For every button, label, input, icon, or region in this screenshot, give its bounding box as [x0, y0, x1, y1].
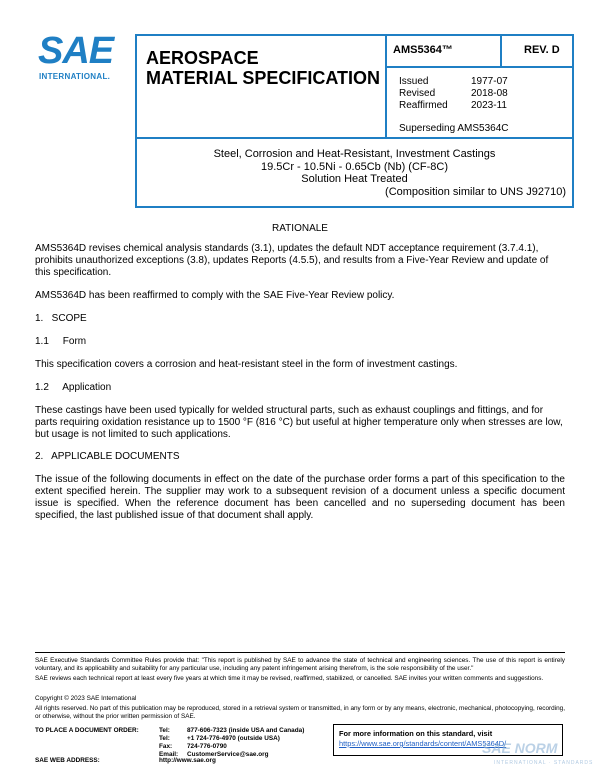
header-divider — [385, 34, 387, 139]
section-heading: 1.2 Application — [35, 382, 112, 393]
rationale-paragraph: AMS5364D has been reaffirmed to comply with the SAE Five-Year Review policy. — [35, 290, 395, 301]
date-table: Issued 1977-07 Revised 2018-08 Reaffirmed 2023-11 — [399, 76, 508, 111]
footer-copyright: Copyright © 2023 SAE International — [35, 695, 137, 702]
section-paragraph: The issue of the following documents in effect on the date of the purchase order forms a part of this specification to the extent specified herein. The supplier may work to a subsequent revision of a document unless a specific document issue is specified. When the reference document has been cancelled and no superseding document has been specified, the last published issue of that document shall apply. — [35, 474, 565, 521]
header-divider — [385, 66, 574, 68]
watermark-subtitle: INTERNATIONAL · STANDARDS — [494, 760, 594, 766]
header-divider — [135, 137, 574, 139]
watermark: SAE NORM — [482, 740, 558, 756]
superseding: Superseding AMS5364C — [399, 123, 509, 134]
section-paragraph: These castings have been used typically for welded structural parts, such as exhaust couplings and fittings, and for parts requiring oxidation resistance up to 1500 °F (816 °C) but useful at higher temperature only when stresses are low, but usage is not limited to such applications. — [35, 405, 563, 440]
rationale-paragraph: AMS5364D revises chemical analysis standards (3.1), updates the default NDT acceptance requirement (3.7.4.1), prohibits unauthorized exceptions (3.8), updates Reports (4.5.5), and results from a Five-Year Review and update of this specification. — [35, 243, 549, 278]
order-contacts: TO PLACE A DOCUMENT ORDER: Tel: 877-606-7323 (inside USA and Canada) Tel: +1 724-776-4970 (outside USA) Fax: 724-776-0790 Email: CustomerService@sae.org — [35, 727, 305, 758]
standard-link[interactable]: https://www.sae.org/standards/content/AMS5364D/ — [339, 739, 507, 748]
footer-rights-text: All rights reserved. No part of this publication may be reproduced, stored in a retrieval system or transmitted, in any form or by any means, electronic, mechanical, photocopying, recording, or otherwise, without the prior written permission of SAE. — [35, 705, 565, 720]
footer-review-text: SAE reviews each technical report at least every five years at which time it may be revised, reaffirmed, stabilized, or cancelled. SAE invites your written comments and suggestions. — [35, 675, 544, 682]
revision: REV. D — [524, 44, 560, 56]
sae-logo: SAE — [38, 30, 114, 72]
section-heading: 1. SCOPE — [35, 313, 87, 324]
section-heading: 1.1 Form — [35, 336, 87, 347]
rationale-heading: RATIONALE — [272, 223, 328, 234]
section-heading: 2. APPLICABLE DOCUMENTS — [35, 451, 180, 462]
footer-rules-text: SAE Executive Standards Committee Rules provide that: "This report is published by SAE to advance the state of technical and engineering sciences. The use of this report is entirely voluntary, and its applicability and suitability for any particular use, including any patent infringement arising therefrom, is the sole responsibility of the user." — [35, 657, 565, 672]
spec-type: AEROSPACE MATERIAL SPECIFICATION — [146, 48, 380, 88]
info-box: For more information on this standard, visit https://www.sae.org/standards/content/AMS5364D/ — [333, 724, 563, 756]
sae-logo-subtitle: INTERNATIONAL. — [39, 72, 111, 81]
doc-number: AMS5364™ — [393, 44, 453, 56]
section-paragraph: This specification covers a corrosion and heat-resistant steel in the form of investment castings. — [35, 359, 458, 370]
header-divider — [500, 34, 502, 67]
footer-rule — [35, 652, 565, 653]
document-title: Steel, Corrosion and Heat-Resistant, Investment Castings 19.5Cr - 10.5Ni - 0.65Cb (Nb) (CF-8C) Solution Heat Treated (Composition similar to UNS J92710) — [213, 148, 566, 198]
web-address: SAE WEB ADDRESS: http://www.sae.org — [35, 757, 216, 764]
